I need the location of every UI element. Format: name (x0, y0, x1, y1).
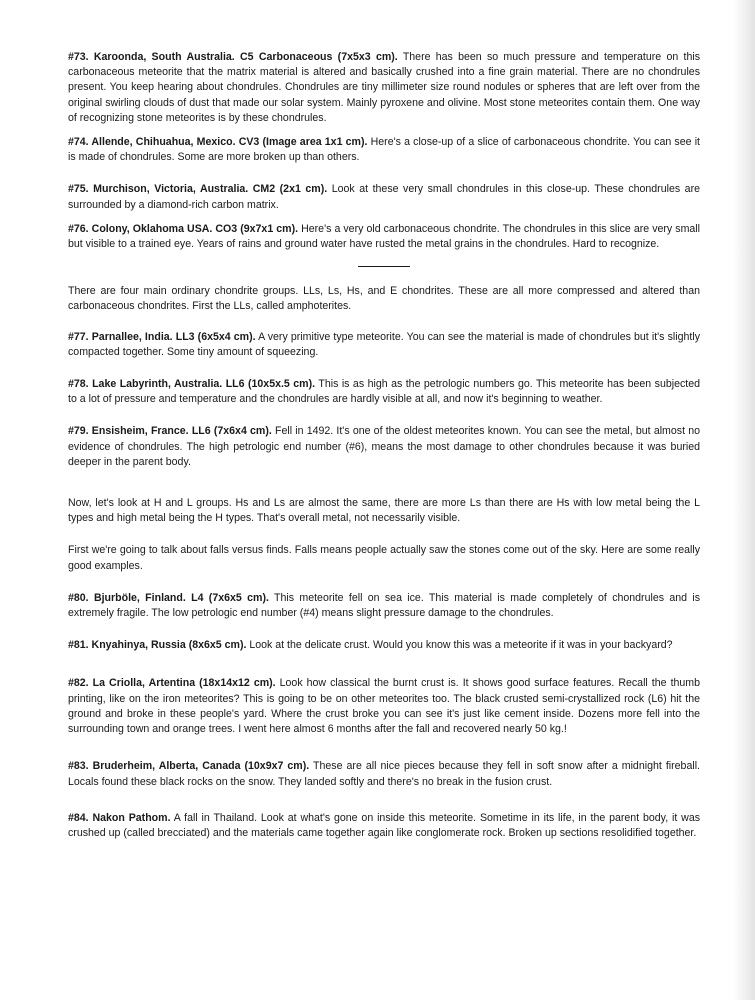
entry-text: Look at the delicate crust. Would you know this was a meteorite if it was in your backyard? (246, 639, 673, 652)
entry-82 (68, 676, 700, 737)
entry-text: Here's a very old carbonaceous chondrite. The chondrules in this slice are very small but visible to a trained eye. Years of rains and ground water have rusted the metal grains in the chondrules. Hard to recognize. (68, 222, 701, 251)
entry-83 (68, 759, 700, 789)
entry-heading: #84. Nakon Pathom. (68, 811, 171, 824)
entry-heading: #83. Bruderheim, Alberta, Canada (10x9x7 cm). (68, 760, 310, 773)
entry-text: These are all nice pieces because they fell in soft snow after a midnight fireball. Locals found these black rocks on the snow. They landed softly and there's no break in the fusion crust. (68, 760, 700, 788)
entry-73 (68, 50, 700, 126)
entry-heading: #81. Knyahinya, Russia (8x6x5 cm). (68, 639, 247, 652)
entry-text: This is as high as the petrologic numbers go. This meteorite has been subjected to a lot of pressure and temperature and the chondrules are hardly visible at all, and now it's beginning to weather. (68, 378, 701, 406)
intro-ordinary-chondrites (68, 284, 700, 314)
document-body (68, 50, 700, 841)
section-divider (358, 266, 410, 267)
entry-76 (68, 222, 700, 252)
intro-falls-vs-finds (68, 543, 700, 573)
entry-text: This meteorite fell on sea ice. This material is made completely of chondrules and is extremely fragile. The low petrologic end number (#4) means slight pressure damage to the chondrules. (68, 591, 701, 620)
intro-text: There are four main ordinary chondrite groups. LLs, Ls, Hs, and E chondrites. These are all more compressed and altered than carbonaceous chondrites. First the LLs, called amphoterites. (68, 285, 700, 313)
entry-84 (68, 811, 700, 841)
entry-heading: #77. Parnallee, India. LL3 (6x5x4 cm). (68, 330, 256, 343)
entry-79 (68, 424, 700, 470)
entry-heading: #74. Allende, Chihuahua, Mexico. CV3 (Image area 1x1 cm). (68, 136, 368, 149)
entry-74 (68, 135, 700, 165)
entry-78 (68, 377, 700, 407)
entry-text: Here's a close-up of a slice of carbonaceous chondrite. You can see it is made of chondrules. Some are more broken up than others. (68, 136, 700, 164)
entry-heading: #80. Bjurböle, Finland. L4 (7x6x5 cm). (68, 591, 269, 604)
entry-81 (68, 638, 700, 653)
entry-text: Look how classical the burnt crust is. It shows good surface features. Recall the thumb printing, like on the iron meteorites? This is going to be on other meteorites too. The black crusted semi-crystallized rock (L6) hit the ground and broke in these people's yard. Where the crust broke you can see it's just like cement inside. Dozens more fell into the surrounding town and orange trees. I went here almost 6 months after the fall and recovered nearly 50 kg.! (68, 677, 701, 736)
entry-text: Look at these very small chondrules in this close-up. These chondrules are surrounded by a diamond-rich carbon matrix. (68, 183, 700, 211)
entry-heading: #75. Murchison, Victoria, Australia. CM2 (2x1 cm). (68, 183, 328, 196)
intro-text: Now, let's look at H and L groups. Hs and Ls are almost the same, there are more Ls than there are Hs with low metal being the L types and high metal being the H types. That's overall metal, not necessarily visible. (68, 497, 700, 525)
entry-heading: #82. La Criolla, Artentina (18x14x12 cm). (68, 677, 276, 690)
entry-text: A fall in Thailand. Look at what's gone on inside this meteorite. Sometime in its life, in the parent body, it was crushed up (called brecciated) and the materials came together again like conglomerate rock. Broken up sections resolidified together. (68, 811, 701, 839)
entry-heading: #76. Colony, Oklahoma USA. CO3 (9x7x1 cm). (68, 222, 299, 235)
entry-heading: #79. Ensisheim, France. LL6 (7x6x4 cm). (68, 425, 272, 438)
entry-heading: #73. Karoonda, South Australia. C5 Carbonaceous (7x5x3 cm). (68, 51, 398, 63)
entry-heading: #78. Lake Labyrinth, Australia. LL6 (10x5x.5 cm). (68, 378, 316, 391)
page-edge-shadow (733, 0, 755, 1000)
entry-80 (68, 591, 700, 621)
entry-text: Fell in 1492. It's one of the oldest meteorites known. You can see the metal, but almost no evidence of chondrules. The high petrologic end number (#6), means the most damage to other chondrules because it was buried deeper in the parent body. (68, 425, 700, 468)
entry-77 (68, 330, 700, 360)
intro-h-and-l-groups (68, 496, 700, 526)
entry-75 (68, 182, 700, 212)
entry-text: A very primitive type meteorite. You can see the material is made of chondrules but it's slightly compacted together. Some tiny amount of squeezing. (68, 330, 700, 358)
entry-text: There has been so much pressure and temperature on this carbonaceous meteorite that the matrix material is altered and basically crushed into a fine grain material. There are no chondrules present. You keep hearing about chondrules. Chondrules are tiny millimeter size round nodules or spheres that are left over from the original swirling clouds of dust that made our solar system. Mainly pyroxene and olivine. Most stone meteorites contain them. One way of recognizing stone meteorites is by these chondrules. (68, 51, 700, 124)
intro-text: First we're going to talk about falls versus finds. Falls means people actually saw the stones come out of the sky. Here are some really good examples. (68, 544, 700, 572)
